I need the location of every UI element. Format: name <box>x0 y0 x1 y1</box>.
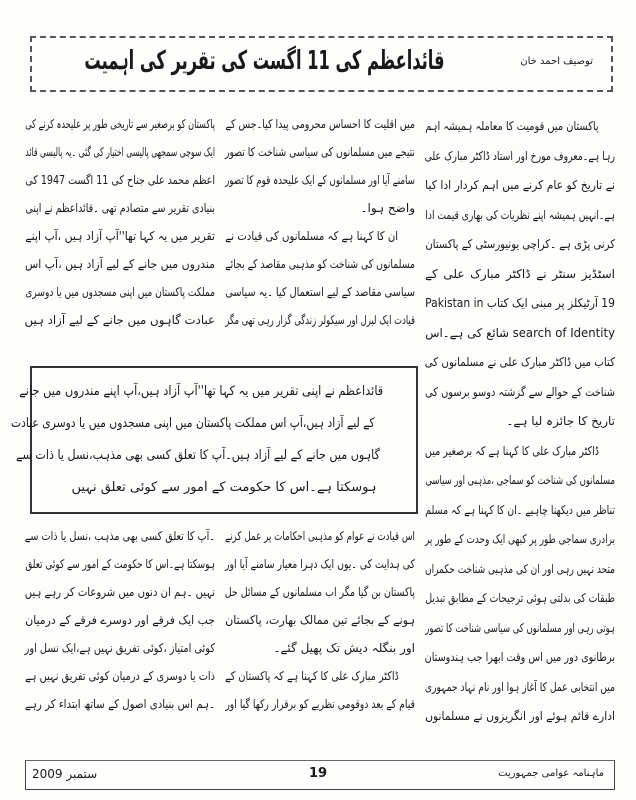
text-line: ہوسکتا ہے۔اس کا حکومت کے امور سے کوئی تعلق <box>25 557 215 571</box>
text-line: رہا ہے۔معروف مورخ اور استاد ڈاکٹر مبارک علی <box>424 148 615 163</box>
text-line: اعظم محمد علی جناح کی 11 اگست 1947 کی <box>25 173 215 187</box>
text-line: تقریر میں یہ کہا تھا''آپ آزاد ہیں ،آپ اپنے <box>25 229 215 243</box>
text-line: تاریخ کا جائزہ لیا ہے۔ <box>506 414 615 428</box>
title-box <box>30 36 613 92</box>
text-line: اسٹڈیز سنٹر نے ڈاکٹر مبارک علی کے <box>425 266 615 281</box>
text-line: پاکستان کو برصغیر سے تاریخی طور پر علیحدہ کرنے کی <box>25 117 215 131</box>
text-line: ۔ہم اس بنیادی اصول کے ساتھ ابتداء کر رہے <box>24 697 215 711</box>
text-line: سیاسی مقاصد کے لیے استعمال کیا ۔یہ سیاسی <box>225 285 415 299</box>
text-line: کی ہدایت کی ۔یوں ایک دہرا معیار سامنے آیا اور <box>224 557 415 571</box>
text-line: ۔آپ کا تعلق کسی بھی مذہب ،نسل یا ذات سے <box>24 529 215 543</box>
text-line: مسلمانوں کی شناخت کو سماجی ،مذہبی اور سیاسی <box>425 473 615 487</box>
text-line: جب ایک فرقے اور دوسرے فرقے کے درمیان <box>25 613 216 627</box>
article-title: قائداعظم کی 11 اگست کی تقریر کی اہمیت <box>84 46 445 76</box>
text-line: عبادت گاہوں میں جانے کے لیے آزاد ہیں <box>24 313 215 327</box>
text-line: واضح ہوا۔ <box>360 201 415 215</box>
column-left-top <box>25 110 215 334</box>
text-line: برادری سماجی طور پر کبھی ایک وحدت کے طور پر <box>424 532 615 546</box>
text-line: میں انتخابی عمل کا آغاز ہوا اور نام نہاد جمہوری <box>424 679 615 694</box>
text-line: میں اقلیت کا احساس محرومی پیدا کیا۔جس کے <box>225 117 415 131</box>
text-line: تناظر میں دیکھنا چاہیے ۔ان کا کہنا ہے کہ مسلم <box>425 502 615 517</box>
text-line: برطانوی دور میں اس وقت ابھرا جب ہندوستان <box>424 650 615 664</box>
text-line: نے تاریخ کو عام کرنے میں اہم کردار ادا کیا <box>425 178 615 192</box>
text-line: ذات یا دوسری کے درمیان کوئی تفریق نہیں ہے <box>25 669 215 683</box>
text-line: بنیادی تقریر سے متصادم تھی ۔قائداعظم نے اپنی <box>25 201 215 215</box>
page-number: 19 <box>309 766 328 781</box>
text-line: مسلمانوں کی شناخت کو مذہبی مقاصد کے بجائے <box>225 257 415 271</box>
text-line: کرنی پڑی ہے ۔کراچی یونیورسٹی کے پاکستان <box>425 237 615 251</box>
text-line: اور بنگلہ دیش تک پھیل گئے۔ <box>273 641 415 655</box>
text-line: ہونے کے بجائے تین ممالک بھارت، پاکستان <box>225 613 415 627</box>
text-line: ان کا کہنا ہے کہ مسلمانوں کی قیادت نے <box>225 229 399 243</box>
text-line: طبقات کی بدلتی ہوئی ترجیحات کے مطابق تبدیل <box>425 591 615 605</box>
text-line: نتیجے میں مسلمانوں کی سیاسی شناخت کا تصور <box>224 145 415 159</box>
text-line: 19 آرٹیکلز پر مبنی ایک کتاب Pakistan in <box>425 296 615 310</box>
text-line: پاکستان بن گیا مگر اب مسلمانوں کے مسائل حل <box>224 585 415 599</box>
column-left-bottom <box>25 522 215 718</box>
text-line: شناخت کے حوالے سے گزشتہ دوسو برسوں کی <box>425 384 615 399</box>
column-middle-bottom <box>225 522 415 718</box>
pull-quote-line: کے لیے آزاد ہیں،آپ اس مملکت پاکستان میں اپنی مسجدوں میں یا دوسری عبادت <box>10 416 375 431</box>
page-footer <box>25 760 615 790</box>
text-line: قیادت ایک لبرل اور سیکولر زندگی گزار رہی تھی مگر <box>225 313 415 327</box>
text-line: مندروں میں جانے کے لیے آزاد ہیں ،آپ اس <box>24 257 215 271</box>
text-line: نہیں ۔ہم ان دنوں میں شروعات کر رہے ہیں <box>24 585 216 599</box>
pull-quote-line: گاہوں میں جانے کے لیے آزاد ہیں۔آپ کا تعلق کسی بھی مذہب،نسل یا ذات سے <box>16 448 380 463</box>
text-line: پاکستان میں قومیت کا معاملہ ہمیشہ اہم <box>425 119 599 133</box>
publication-name: ماہنامہ عوامی جمہوریت <box>498 768 604 779</box>
pull-quote-line: قائداعظم نے اپنی تقریر میں یہ کہا تھا''آپ آزاد ہیں،آپ اپنے مندروں میں جانے <box>19 384 384 399</box>
text-line: ڈاکٹر مبارک علی کا کہنا ہے کہ برصغیر میں <box>424 443 600 458</box>
text-line: ہوتی رہی اور مسلمانوں کی سیاسی شناخت کا تصور <box>425 620 615 635</box>
text-line: ادارے قائم ہوئے اور انگریزوں نے مسلمانوں <box>425 709 615 723</box>
text-line: مملکت پاکستان میں اپنی مسجدوں میں یا دوسری <box>25 285 215 299</box>
text-line: ایک سوچی سمجھی پالیسی اختیار کی گئی ۔یہ پالیسی قائد <box>25 145 215 159</box>
text-line: اس قیادت نے عوام کو مذہبی احکامات پر عمل کرنے <box>224 529 415 543</box>
text-line: قیام کے بعد دوقومی نظریے کو برقرار رکھا گیا اور <box>225 697 415 711</box>
text-line: کوئی امتیاز ،کوئی تفریق نہیں ہے،ایک نسل اور <box>24 641 216 655</box>
text-line: ہے۔انہیں ہمیشہ اپنے نظریات کی بھاری قیمت ادا <box>425 207 615 222</box>
issue-date: ستمبر 2009 <box>32 767 98 781</box>
pull-quote-box <box>10 366 418 514</box>
column-right <box>425 112 615 732</box>
text-line: search of Identity شائع کی ہے۔اس <box>425 325 615 340</box>
text-line: ڈاکٹر مبارک علی کا کہنا ہے کہ پاکستان کے <box>225 669 399 683</box>
pull-quote-line: ہوسکتا ہے۔اس کا حکومت کے امور سے کوئی تعلق نہیں <box>71 480 377 495</box>
author-name: توصیف احمد خان <box>520 56 593 67</box>
text-line: متحد نہیں رہی اور ان کی مذہبی شناخت حکمراں <box>424 561 615 576</box>
text-line: کتاب میں ڈاکٹر مبارک علی نے مسلمانوں کی <box>424 355 615 369</box>
text-line: سامنے آیا اور مسلمانوں کے ایک علیحدہ قوم کا تصور <box>225 173 415 187</box>
column-middle-top <box>225 110 415 334</box>
